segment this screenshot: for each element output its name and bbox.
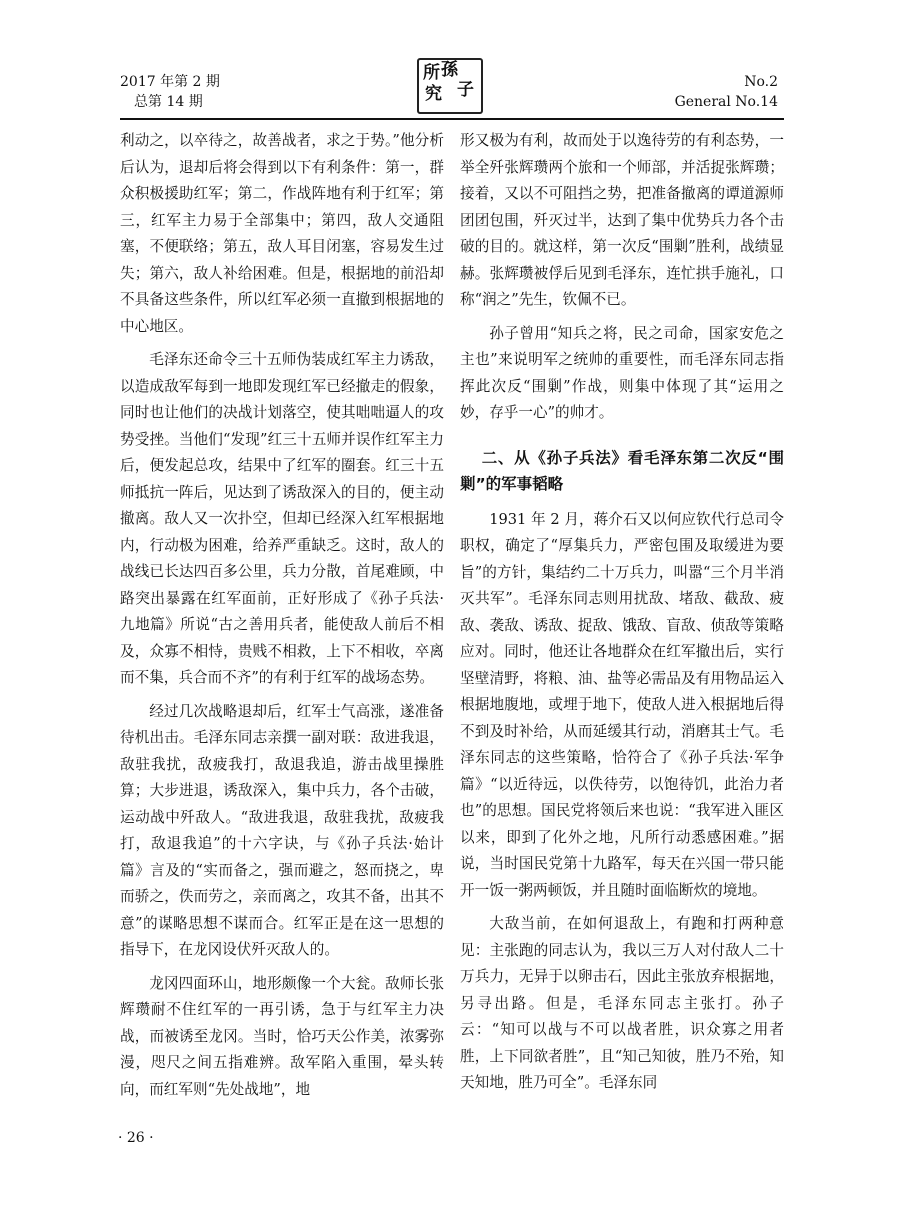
journal-logo (417, 58, 483, 114)
right-column (460, 128, 784, 1104)
paragraph: 经过几次战略退却后，红军士气高涨，遂准备待机出击。毛泽东同志亲撰一副对联：敌进我退，敌驻我扰，敌疲我打，敌退我追，游击战里操胜算；大步进退，诱敌深入，集中兵力，各个击破，运动战中歼敌人。“敌进我退，敌驻我扰，敌疲我打，敌退我追”的十六字诀，与《孙子兵法·始计篇》言及的“实而备之，强而避之，怒而挠之，卑而骄之，佚而劳之，亲而离之，攻其不备，出其不意”的谋略思想不谋而合。红军正是在这一思想的指导下，在龙冈设伏歼灭敌人的。 (120, 702, 444, 958)
page-number: · 26 · (118, 1130, 154, 1146)
journal-issue-info-en (675, 72, 778, 112)
journal-issue-info (120, 72, 220, 112)
paragraph: 1931 年 2 月，蒋介石又以何应钦代行总司令职权，确定了“厚集兵力，严密包围及取缓进为要旨”的方针，集结约二十万兵力，叫嚣“三个月半消灭共军”。毛泽东同志则用扰敌、堵敌、截敌、疲敌、袭敌、诱敌、捉敌、饿敌、盲敌、侦敌等策略应对。同时，他还让各地群众在红军撤出后，实行坚壁清野，将粮、油、盐等必需品及有用物品运入根据地腹地，或埋于地下，使敌人进入根据地后得不到及时补给，从而延缓其行动，消磨其士气。毛泽东同志的这些策略，恰符合了《孙子兵法·军争篇》“以近待远，以佚待劳，以饱待饥，此治力者也”的思想。国民党将领后来也说：“我军进入匪区以来，即到了化外之地，凡所行动悉感困难。”据说，当时国民党第十九路军，每天在兴国一带只能开一饭一粥两顿饭，并且随时面临断炊的境地。 (460, 510, 784, 899)
paragraph: 孙子曾用“知兵之将，民之司命，国家安危之主也”来说明军之统帅的重要性，而毛泽东同志指挥此次反“围剿”作战，则集中体现了其“运用之妙，存乎一心”的帅才。 (460, 324, 784, 421)
left-column (120, 128, 444, 1110)
total-issue-number: 总第 14 期 (134, 94, 203, 110)
general-number-en: General No.14 (674, 94, 778, 110)
issue-number-en: No.2 (744, 74, 778, 90)
paragraph: 龙冈四面环山，地形颇像一个大瓮。敌师长张辉瓒耐不住红军的一再引诱，急于与红军主力决战，而被诱至龙冈。当时，恰巧天公作美，浓雾弥漫，咫尺之间五指难辨。敌军陷入重围，晕头转向，而红军则“先处战地”，地 (120, 974, 444, 1098)
paragraph: 毛泽东还命令三十五师伪装成红军主力诱敌，以造成敌军每到一地即发现红军已经撤走的假象，同时也让他们的决战计划落空，使其咄咄逼人的攻势受挫。当他们“发现”红三十五师并误作红军主力后，便发起总攻，结果中了红军的圈套。红三十五师抵抗一阵后，见达到了诱敌深入的目的，便主动撤离。敌人又一次扑空，但却已经深入红军根据地内，行动极为困难，给养严重缺乏。这时，敌人的战线已长达四百多公里，兵力分散，首尾难顾，中路突出暴露在红军面前，正好形成了《孙子兵法·九地篇》所说“古之善用兵者，能使敌人前后不相及，众寡不相恃，贵贱不相救，上下不相收，卒离而不集，兵合而不齐”的有利于红军的战场态势。 (120, 351, 444, 686)
paragraph: 形又极为有利，故而处于以逸待劳的有利态势，一举全歼张辉瓒两个旅和一个师部，并活捉张辉瓒；接着，又以不可阻挡之势，把准备撤离的谭道源师团团包围，歼灭过半，达到了集中优势兵力各个击破的目的。就这样，第一次反“围剿”胜利，战绩显赫。张辉瓒被俘后见到毛泽东，连忙拱手施礼，口称“润之”先生，钦佩不已。 (460, 132, 784, 308)
paragraph: 利动之，以卒待之，故善战者，求之于势。”他分析后认为，退却后将会得到以下有利条件：第一，群众积极援助红军；第二，作战阵地有利于红军；第三，红军主力易于全部集中；第四，敌人交通阻塞，不便联络；第五，敌人耳目闭塞，容易发生过失；第六，敌人补给困难。但是，根据地的前沿却不具备这些条件，所以红军必须一直撤到根据地的中心地区。 (120, 132, 444, 335)
logo-char: 究 (425, 84, 442, 104)
header-rule (120, 118, 784, 120)
issue-number: 2017 年第 2 期 (120, 74, 220, 90)
logo-char: 孫 (441, 60, 458, 80)
logo-char: 所 (423, 63, 440, 83)
section-heading: 二、从《孙子兵法》看毛泽东第二次反“围剿”的军事韬略 (460, 448, 784, 493)
paragraph: 大敌当前，在如何退敌上，有跑和打两种意见：主张跑的同志认为，我以三万人对付敌人二十万兵力，无异于以卵击石，因此主张放弃根据地，另寻出路。但是，毛泽东同志主张打。孙子云：“知可以战与不可以战者胜，识众寡之用者胜，上下同欲者胜”，且“知己知彼，胜乃不殆，知天知地，胜乃可全”。毛泽东同 (460, 915, 784, 1091)
logo-char: 子 (457, 80, 474, 100)
